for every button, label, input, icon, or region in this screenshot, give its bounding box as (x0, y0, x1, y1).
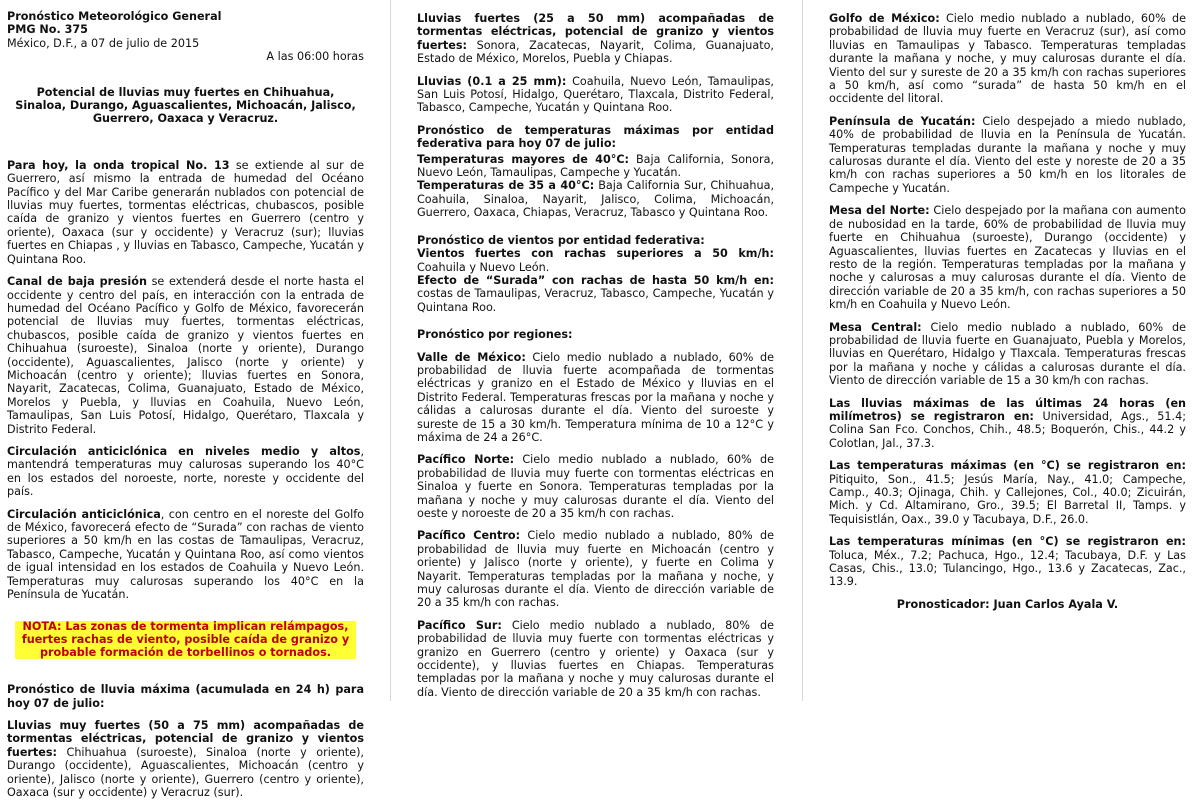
paragraph-lluvias-muy-fuertes: Lluvias muy fuertes (50 a 75 mm) acompañadas de tormentas eléctricas, potencial de granizo y vientos fuertes: Chihuahua (suroeste), Sinaloa (norte y oriente), Durango (occidente), Aguascalientes, Michoacán (centro y oriente), Jalisco (norte y oriente), Guerrero (centro y oriente), Oaxaca (sur y occidente) y Veracruz (sur). (7, 719, 364, 800)
forecaster-signoff: Pronosticador: Juan Carlos Ayala V. (896, 597, 1119, 611)
column-divider (390, 0, 391, 701)
region-mesa-central: Mesa Central: Cielo medio nublado a nublado, 60% de probabilidad de lluvia fuerte en Guanajuato, Puebla y Morelos, lluvias en Querétaro, Hidalgo y Tlaxcala. Temperaturas frescas por la mañana y noche y cálidas a calurosas durante el día. Viento de dirección variable de 15 a 30 km/h con rachas. (829, 320, 1187, 388)
paragraph-circulacion-1: Circulación anticiclónica en niveles medio y altos, mantendrá temperaturas muy calurosas superando los 40°C en los estados del noroeste, norte, noreste y occidente del país. (7, 444, 364, 499)
column-2 (417, 12, 774, 708)
region-peninsula-yucatan: Península de Yucatán: Cielo despejado a miedo nublado, 40% de probabilidad de lluvia en la Península de Yucatán. Temperaturas templadas durante la mañana y noche y muy calurosas durante el día. Viento del este y noreste de 20 a 35 km/h con rachas superiores a 50 km/h en los litorales de Campeche y Yucatán. (829, 114, 1186, 195)
bulletin-date: México, D.F., a 07 de julio de 2015 (7, 36, 200, 50)
paragraph-vientos-50: Vientos fuertes con rachas superiores a 50 km/h: Coahuila y Nuevo León. (417, 247, 774, 274)
temperaturas-title: Pronóstico de temperaturas máximas por entidad federativa para hoy 07 de julio: (417, 123, 774, 151)
lluvias-muy-fuertes-text: Chihuahua (suroeste), Sinaloa (norte y oriente), Durango (occidente), Aguascalientes, Michoacán (centro y oriente), Jalisco (norte y oriente), Guerrero (centro y oriente), Oaxaca (sur y occidente) y Veracruz (sur). (7, 745, 364, 800)
region-golfo-de-mexico: Golfo de México: Cielo medio nublado a nublado, 60% de probabilidad de lluvia muy fuerte en Veracruz (sur), así como lluvias en Tamaulipas y Tabasco. Temperaturas templadas durante la mañana y noche, y muy calurosas durante el día. Viento del sur y sureste de 20 a 35 km/h con rachas superiores a 50 km/h, así como “surada” de hasta 50 km/h en el occidente del litoral. (829, 12, 1186, 106)
column-divider (802, 0, 803, 701)
paragraph-onda-tropical: Para hoy, la onda tropical No. 13 se extiende al sur de Guerrero, así mismo la entrada de humedad del Océano Pacífico y del Mar Caribe generarán nublados con potencial de lluvias muy fuertes, tormentas eléctricas, chubascos, posible caída de granizo y vientos fuertes en Guerrero (centro y oriente), Oaxaca (sur y occidente) y Veracruz (sur); lluvias fuertes en Chiapas , y lluvias en Tabasco, Campeche, Yucatán y Quintana Roo. (7, 158, 364, 266)
paragraph-temp-35: Temperaturas de 35 a 40°C: Baja California Sur, Chihuahua, Coahuila, Sinaloa, Nayarit, Jalisco, Colima, Michoacán, Guerrero, Oaxaca, Chiapas, Veracruz, Tabasco y Quintana Roo. (417, 179, 774, 220)
paragraph-canal-baja-presion: Canal de baja presión se extenderá desde el norte hasta el occidente y centro del país, en interacción con la entrada de humedad del Océano Pacífico y Golfo de México, favorecerán potencial de lluvias muy fuertes, tormentas eléctricas, chubascos, posible caída de granizo y vientos fuertes en Chihuahua (suroeste), Sinaloa (norte y oriente), Durango (occidente), Aguascalientes, Jalisco (norte y oriente) y Michoacán (centro y oriente); lluvias fuertes en Sonora, Nayarit, Zacatecas, Colima, Guanajuato, Estado de México, Morelos y Puebla, y lluvias en Coahuila, Nuevo León, Tamaulipas, San Luis Potosí, Hidalgo, Querétaro, Tlaxcala y Distrito Federal. (7, 275, 364, 436)
region-valle-de-mexico: Valle de México: Cielo medio nublado a nublado, 60% de probabilidad de lluvia fuerte acompañada de tormentas eléctricas y granizo en el Estado de México y lluvias en el Distrito Federal. Temperaturas frescas por la mañana y noche y cálidas a calurosas durante el día. Viento del suroeste y sureste de 15 a 30 km/h. Temperatura mínima de 10 a 12°C y máxima de 24 a 26°C. (417, 350, 774, 444)
document-header (7, 10, 364, 64)
column-1 (7, 10, 364, 808)
region-pacifico-norte: Pacífico Norte: Cielo medio nublado a nublado, 60% de probabilidad de lluvia muy fuerte con tormentas eléctricas en Sinaloa y fuerte en Sonora. Temperaturas templadas por la mañana y noche y muy calurosas durante el día. Viento del oeste y noroeste de 20 a 35 km/h con rachas. (417, 453, 774, 520)
region-mesa-del-norte: Mesa del Norte: Cielo despejado por la mañana con aumento de nubosidad en la tarde, 60% de probabilidad de lluvia muy fuerte en Chihuahua (suroeste), Durango (occidente) y Aguascalientes, lluvias fuertes en Zacatecas y lluvias en el resto de la región. Temperaturas templadas por la mañana y noche y calurosas a muy calurosas durante el día. Viento de dirección variable de 20 a 35 km/h, con rachas superiores a 50 km/h en Coahuila y Nuevo León. (829, 204, 1186, 312)
lluvia-maxima-title: Pronóstico de lluvia máxima (acumulada en 24 h) para hoy 07 de julio: (7, 683, 364, 710)
vientos-title: Pronóstico de vientos por entidad federativa: (417, 233, 705, 247)
paragraph-lluvias: Lluvias (0.1 a 25 mm): Coahuila, Nuevo León, Tamaulipas, San Luis Potosí, Hidalgo, Querétaro, Tlaxcala, Distrito Federal, Tabasco, Campeche, Yucatán y Quintana Roo. (417, 74, 774, 115)
region-pacifico-sur: Pacífico Sur: Cielo medio nublado a nublado, 80% de probabilidad de lluvia muy fuerte con tormentas eléctricas y granizo en Guerrero (centro y oriente) y Oaxaca (sur y occidente), y lluvias fuertes en Chiapas. Temperaturas templadas por la mañana y noche y muy calurosas durante el día. Viento de dirección variable de 20 a 35 km/h con rachas. (417, 618, 775, 699)
paragraph-lluvias-fuertes: Lluvias fuertes (25 a 50 mm) acompañadas de tormentas eléctricas, potencial de granizo y vientos fuertes: Sonora, Zacatecas, Nayarit, Colima, Guanajuato, Estado de México, Morelos, Puebla y Chiapas. (417, 12, 774, 66)
headline: Potencial de lluvias muy fuertes en Chihuahua, Sinaloa, Durango, Aguascalientes, Michoacán, Jalisco, Guerrero, Oaxaca y Veracruz. (15, 85, 356, 126)
paragraph-temp-40: Temperaturas mayores de 40°C: Baja California, Sonora, Nuevo León, Tamaulipas, Campeche y Yucatán. (417, 152, 774, 180)
regiones-title: Pronóstico por regiones: (417, 328, 573, 342)
paragraph-surada: Efecto de “Surada” con rachas de hasta 50 km/h en: costas de Tamaulipas, Veracruz, Tabasco, Campeche, Yucatán y Quintana Roo. (417, 273, 774, 314)
paragraph-temperaturas-maximas: Las temperaturas máximas (en °C) se registraron en: Pitiquito, Son., 41.5; Jesús María, Nay., 41.0; Campeche, Camp., 40.3; Ojinaga, Chih. y Callejones, Col., 40.0; Zicuirán, Mich. y Cd. Altamirano, Gro., 39.5; El Barretal II, Tamps. y Tequisistlán, Oax., 39.0 y Tacubaya, D.F., 26.0. (829, 459, 1186, 526)
bulletin-time: A las 06:00 horas (266, 50, 364, 64)
paragraph-circulacion-2: Circulación anticiclónica, con centro en el noreste del Golfo de México, favorecerá efecto de “Surada” con rachas de viento superiores a 50 km/h en las costas de Tamaulipas, Veracruz, Tabasco, Campeche, Yucatán y Quintana Roo, así como vientos de igual intensidad en los estados de Coahuila y Nuevo León. Temperaturas muy calurosas superando los 40°C en la Península de Yucatán. (7, 507, 364, 602)
region-pacifico-centro: Pacífico Centro: Cielo medio nublado a nublado, 80% de probabilidad de lluvia muy fuerte en Michoacán (centro y oriente) y Jalisco (norte y oriente), y fuerte en Colima y Nayarit. Temperaturas templadas por la mañana y noche, y muy calurosas durante el día. Viento de dirección variable de 20 a 35 km/h con rachas. (417, 529, 774, 610)
document-title: Pronóstico Meteorológico General (7, 10, 222, 23)
bulletin-number: PMG No. 375 (7, 23, 88, 37)
column-3 (829, 12, 1186, 620)
paragraph-temperaturas-minimas: Las temperaturas mínimas (en °C) se registraron en: Toluca, Méx., 7.2; Pachuca, Hgo., 12.4; Tacubaya, D.F. y Las Casas, Chis., 13.0; Tulancingo, Hgo., 13.6 y Zacatecas, Zac., 13.9. (829, 535, 1186, 589)
paragraph-lluvias-maximas: Las lluvias máximas de las últimas 24 horas (en milímetros) se registraron en: Universidad, Ags., 51.4; Colina San Fco. Conchos, Chih., 48.5; Boquerón, Chis., 44.2 y Colotlan, Jal., 37.3. (829, 396, 1186, 450)
nota-highlight: NOTA: Las zonas de tormenta implican relámpagos, fuertes rachas de viento, posible caída de granizo y probable formación de torbellinos o tornados. (15, 621, 356, 659)
